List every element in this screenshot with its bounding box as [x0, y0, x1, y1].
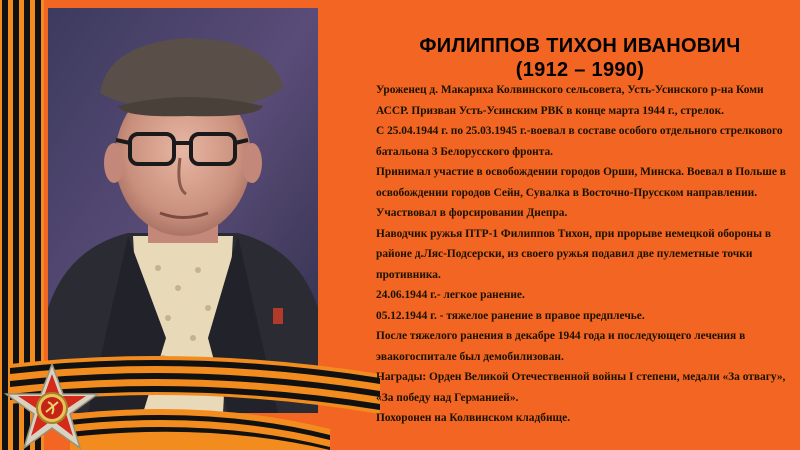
bio-paragraph: Наводчик ружья ПТР-1 Филиппов Тихон, при прорыве немецкой обороны в районе д.Ляс-Подсерски, из своего ружья подавил две пулеметные точки противника. — [376, 227, 771, 281]
bio-paragraph: С 25.04.1944 г. по 25.03.1945 г.-воевал в составе особого отдельного стрелкового батальона 3 Белорусского фронта. — [376, 125, 783, 158]
bio-paragraph: После тяжелого ранения в декабре 1944 года и последующего лечения в эвакогоспитале был демобилизован. — [376, 330, 746, 363]
page-title — [370, 34, 790, 82]
person-name: ФИЛИППОВ ТИХОН ИВАНОВИЧ — [419, 35, 741, 57]
bio-paragraph: 05.12.1944 г. - тяжелое ранение в правое предплечье. — [376, 309, 645, 322]
bio-paragraph: Похоронен на Колвинском кладбище. — [376, 412, 571, 424]
biography-text — [376, 80, 790, 429]
bio-paragraph: 24.06.1944 г.- легкое ранение. — [376, 289, 525, 301]
bio-paragraph: Принимал участие в освобождении городов Орши, Минска. Воевал в Польше в освобождении городов Сейн, Сувалка в Восточно-Прусском направлении. Участвовал в форсировании Днепра. — [376, 166, 786, 219]
bio-paragraph: Уроженец д. Макариха Колвинского сельсовета, Усть-Усинского р-на Коми АССР. Призван Усть-Усинским РВК в конце марта 1944 г., стрелок. — [376, 84, 764, 117]
life-years: (1912 – 1990) — [515, 59, 645, 81]
bio-paragraph: Награды: Орден Великой Отечественной войны I степени, медали «За отвагу», «За победу над Германией». — [376, 371, 786, 404]
order-of-patriotic-war-star-icon — [2, 362, 102, 450]
